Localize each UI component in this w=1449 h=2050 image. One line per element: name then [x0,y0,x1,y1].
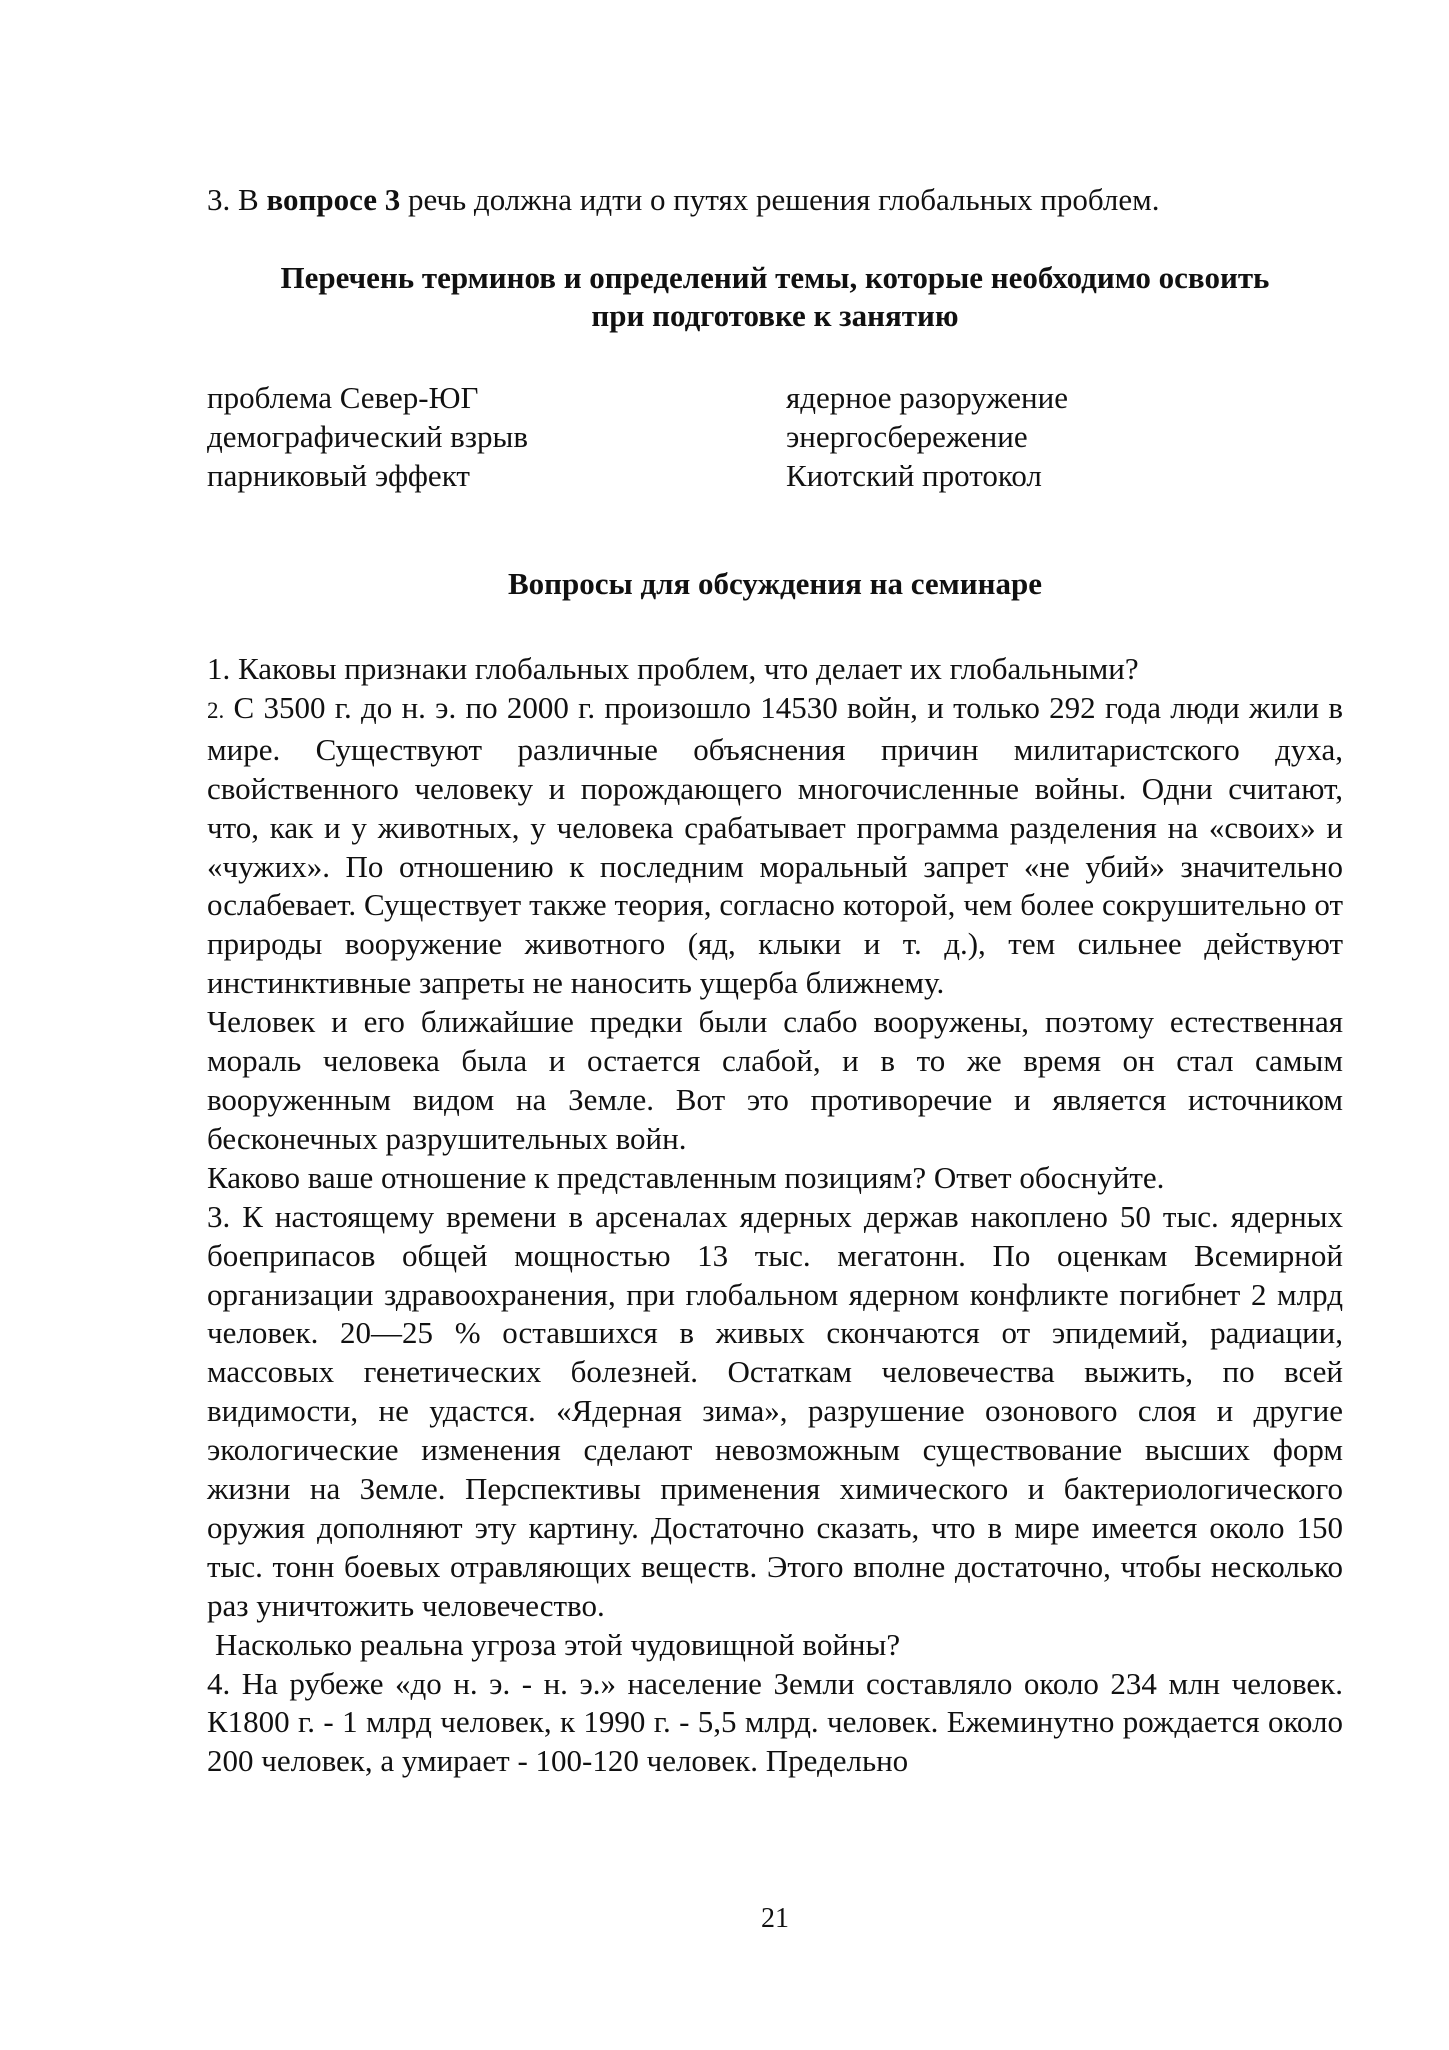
intro-prefix: 3. В [207,182,267,217]
intro-suffix: речь должна идти о путях решения глобальных проблем. [400,182,1160,217]
term-item: демографический взрыв [207,419,529,454]
question-2-number: 2. [207,697,225,723]
terms-column-left [207,378,528,495]
terms-column-right [786,378,1068,495]
questions-heading: Вопросы для обсуждения на семинаре [507,566,1043,601]
question-3: 3. К настоящему времени в арсеналах ядерных держав накоплено 50 тыс. ядерных боеприпасов общей мощностью 13 тыс. мегатонн. По оценкам Всемирной организации здравоохранения, при глобальном ядерном конфликте погибнет 2 млрд человек. 20—25 % оставшихся в живых скончаются от эпидемий, радиации, массовых генетических болезней. Остаткам человечества выжить, по всей видимости, не удастся. «Ядерная зима», разрушение озонового слоя и другие экологические изменения сделают невозможным существование высших форм жизни на Земле. Перспективы применения химического и бактериологического оружия дополняют эту картину. Достаточно сказать, что в мире имеется около 150 тыс. тонн боевых отравляющих веществ. Этого вполне достаточно, чтобы несколько раз уничтожить человечество. [207,1198,1343,1623]
intro-bold-reference: вопросе 3 [266,182,401,217]
question-1: 1. Каковы признаки глобальных проблем, что делает их глобальными? [207,651,1139,686]
question-3-prompt: Насколько реальна угроза этой чудовищной войны? [215,1626,901,1662]
questions-body [207,650,1343,1781]
term-item: энергосбережение [786,419,1028,454]
terms-heading [207,259,1343,335]
question-2 [207,689,1343,1003]
page-number: 21 [761,1903,789,1934]
terms-heading-line-2: при подготовке к занятию [591,298,959,333]
term-item: проблема Север-ЮГ [207,380,479,415]
term-item: ядерное разоружение [786,380,1068,415]
term-item: Киотский протокол [786,458,1042,493]
terms-heading-line-1: Перечень терминов и определений темы, которые необходимо освоить [280,260,1270,295]
question-2-text: С 3500 г. до н. э. по 2000 г. произошло 14530 войн, и только 292 года люди жили в мире. Существуют различные объяснения причин милитаристского духа, свойственного человеку и порождающего многочисленные войны. Одни считают, что, как и у животных, у человека срабатывает программа разделения на «своих» и «чужих». По отношению к последним моральный запрет «не убий» значительно ослабевает. Существует также теория, согласно которой, чем более сокрушительно от природы вооружение животного (яд, клыки и т. д.), тем сильнее действуют инстинктивные запреты не наносить ущерба ближнему. [207,689,1343,1001]
question-4: 4. На рубеже «до н. э. - н. э.» население Земли составляло около 234 млн человек. К1800 г. - 1 млрд человек, к 1990 г. - 5,5 млрд. человек. Ежеминутно рождается около 200 человек, а умирает - 100-120 человек. Предельно [207,1665,1343,1779]
term-item: парниковый эффект [207,458,470,493]
question-2-prompt: Каково ваше отношение к представленным позициям? Ответ обоснуйте. [207,1159,1165,1195]
intro-paragraph [207,180,1343,219]
question-2-paragraph-2: Человек и его ближайшие предки были слабо вооружены, поэтому естественная мораль человека была и остается слабой, и в то же время он стал самым вооруженным видом на Земле. Вот это противоречие и является источником бесконечных разрушительных войн. [207,1004,1343,1156]
